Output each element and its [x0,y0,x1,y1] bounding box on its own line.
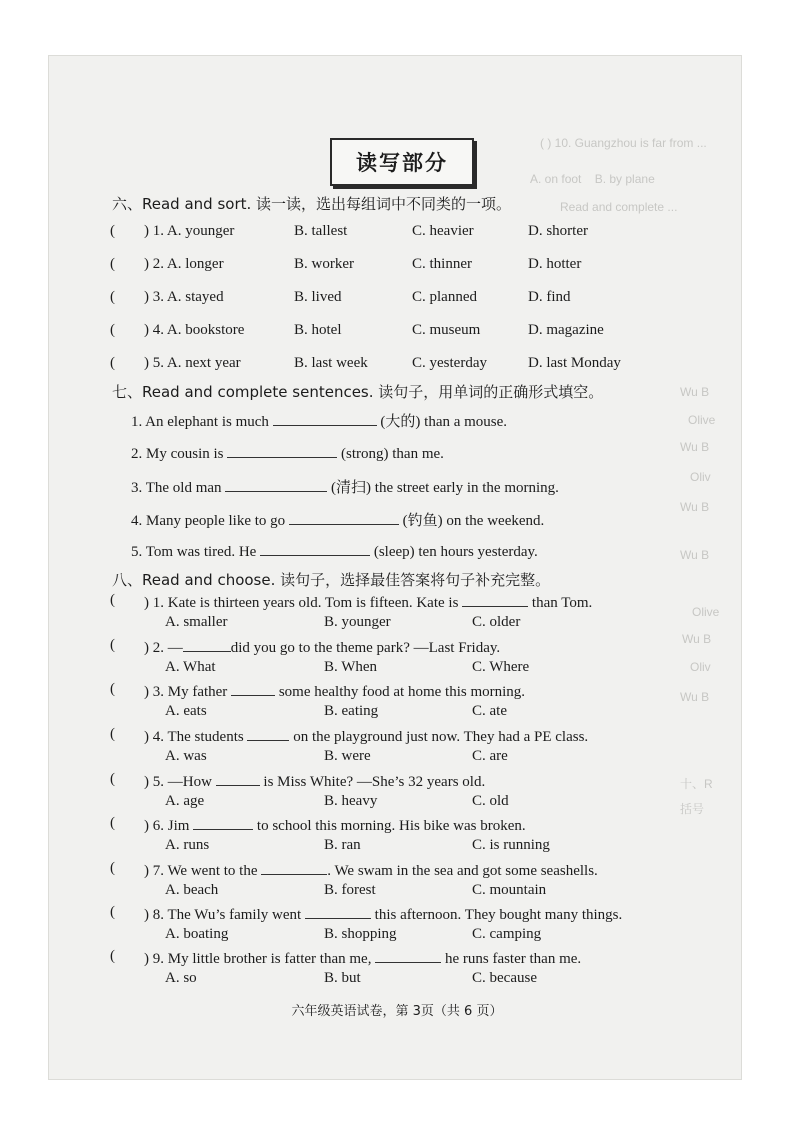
question-text [144,592,592,612]
section-6-heading: 六、Read and sort. 读一读，选出每组词中不同类的一项。 [112,195,512,213]
option-a[interactable]: A. runs [165,837,210,853]
option-b: B. tallest [294,223,348,239]
option-b[interactable]: B. but [324,970,361,986]
section-title-box: 读写部分 [330,138,474,186]
option-d: D. shorter [528,223,588,239]
answer-paren[interactable]: ( [110,771,115,787]
bleed-through-text: ( ) 10. Guangzhou is far from ... [540,136,707,150]
question-end: he runs faster than me. [444,951,582,967]
bleed-through-text: Wu B [682,632,712,646]
bleed-through-text: Wu B [680,690,710,704]
option-a[interactable]: A. What [165,659,216,675]
option-a[interactable]: A. eats [165,703,207,719]
answer-blank[interactable] [260,541,370,556]
question-stem: ) 3. A. stayed [144,289,224,305]
answer-paren[interactable]: ( [110,592,115,608]
question-stem: ) 2. A. longer [144,256,224,272]
answer-blank[interactable] [289,510,399,525]
question-end: to school this morning. His bike was broken. [256,818,526,834]
answer-paren[interactable]: ( [110,815,115,831]
option-b: B. worker [294,256,354,272]
answer-blank[interactable] [273,411,377,426]
bleed-through-text: 括号 [680,802,705,816]
option-a[interactable]: A. so [165,970,197,986]
sentence-end: (大的) than a mouse. [380,414,508,430]
question-start: ) 6. Jim [144,818,190,834]
question-start: ) 8. The Wu’s family went [144,907,302,923]
option-c: C. planned [412,289,477,305]
question-stem: ) 1. A. younger [144,223,235,239]
bleed-through-text: Wu B [680,500,710,514]
option-c[interactable]: C. are [472,748,508,764]
option-b: B. last week [294,355,368,371]
answer-blank[interactable] [216,771,260,786]
option-a[interactable]: A. boating [165,926,229,942]
bleed-through-text: A. on foot B. by plane [530,172,655,186]
sentence-start: 5. Tom was tired. He [131,544,257,560]
fill-sentence-4 [131,509,544,530]
bleed-through-text: 十、R [680,777,713,791]
question-end: is Miss White? —She’s 32 years old. [263,774,486,790]
answer-paren[interactable]: ( [110,256,115,272]
option-a[interactable]: A. beach [165,882,219,898]
question-text [144,860,598,880]
bleed-through-text: Wu B [680,548,710,562]
question-end: on the playground just now. They had a PE class. [293,729,589,745]
option-b[interactable]: B. When [324,659,378,675]
option-d: D. last Monday [528,355,621,371]
question-text [144,637,500,657]
option-c[interactable]: C. because [472,970,537,986]
option-b: B. hotel [294,322,342,338]
option-d: D. magazine [528,322,604,338]
question-text [144,815,526,835]
option-b[interactable]: B. shopping [324,926,397,942]
question-start: ) 7. We went to the [144,863,258,879]
question-end: this afternoon. They bought many things. [374,907,623,923]
option-b[interactable]: B. were [324,748,371,764]
section-8-heading: 八、Read and choose. 读句子，选择最佳答案将句子补充完整。 [112,571,551,589]
option-a[interactable]: A. age [165,793,205,809]
option-b[interactable]: B. heavy [324,793,378,809]
sentence-start: 3. The old man [131,480,222,496]
fill-sentence-3 [131,476,559,497]
option-d: D. hotter [528,256,582,272]
bleed-through-text: Olive [688,413,716,427]
option-c[interactable]: C. Where [472,659,530,675]
question-text [144,726,588,746]
question-start: ) 1. Kate is thirteen years old. Tom is fifteen. Kate is [144,595,459,611]
fill-sentence-2 [131,443,444,463]
question-stem: ) 4. A. bookstore [144,322,245,338]
answer-blank[interactable] [183,637,231,652]
answer-blank[interactable] [261,860,327,875]
answer-blank[interactable] [247,726,289,741]
fill-sentence-1 [131,410,507,431]
bleed-through-text: Wu B [680,440,710,454]
option-b[interactable]: B. forest [324,882,376,898]
question-start: ) 9. My little brother is fatter than me, [144,951,372,967]
option-c[interactable]: C. is running [472,837,550,853]
answer-paren[interactable]: ( [110,355,115,371]
question-start: ) 3. My father [144,684,228,700]
section-7-heading: 七、Read and complete sentences. 读句子，用单词的正确形式填空。 [112,383,604,401]
sentence-end: (清扫) the street early in the morning. [331,480,559,496]
question-text [144,948,581,968]
question-end: than Tom. [531,595,593,611]
page-footer: 六年级英语试卷，第 3页（共 6 页） [291,1004,503,1019]
option-c[interactable]: C. camping [472,926,542,942]
question-text [144,904,622,924]
option-b[interactable]: B. ran [324,837,361,853]
answer-blank[interactable] [305,904,371,919]
answer-paren[interactable]: ( [110,289,115,305]
sentence-start: 4. Many people like to go [131,513,286,529]
answer-blank[interactable] [227,443,337,458]
answer-paren[interactable]: ( [110,637,115,653]
option-c: C. museum [412,322,481,338]
question-end: did you go to the theme park? —Last Friday. [230,640,501,656]
bleed-through-text: Read and complete ... [560,200,678,214]
answer-paren[interactable]: ( [110,223,115,239]
bleed-through-text: Olive [692,605,720,619]
sentence-end: (钓鱼) on the weekend. [402,513,545,529]
sentence-start: 1. An elephant is much [131,414,269,430]
option-d: D. find [528,289,571,305]
option-c: C. heavier [412,223,474,239]
question-end: some healthy food at home this morning. [278,684,526,700]
answer-paren[interactable]: ( [110,948,115,964]
sentence-end: (sleep) ten hours yesterday. [373,544,538,560]
option-a[interactable]: A. was [165,748,207,764]
option-c: C. thinner [412,256,472,272]
sentence-end: (strong) than me. [341,446,444,462]
question-text [144,771,485,791]
bleed-through-text: Oliv [690,470,711,484]
answer-paren[interactable]: ( [110,322,115,338]
option-c[interactable]: C. older [472,614,521,630]
answer-blank[interactable] [375,948,441,963]
option-c[interactable]: C. mountain [472,882,547,898]
answer-blank[interactable] [462,592,528,607]
option-c[interactable]: C. old [472,793,509,809]
answer-blank[interactable] [225,477,327,492]
option-a[interactable]: A. smaller [165,614,228,630]
question-start: ) 4. The students [144,729,244,745]
question-end: . We swam in the sea and got some seashells. [327,863,598,879]
option-c[interactable]: C. ate [472,703,507,719]
question-stem: ) 5. A. next year [144,355,241,371]
question-text [144,681,525,701]
option-b: B. lived [294,289,342,305]
question-start: ) 2. — [144,640,183,656]
sentence-start: 2. My cousin is [131,446,224,462]
question-start: ) 5. —How [144,774,212,790]
answer-blank[interactable] [231,681,275,696]
answer-paren[interactable]: ( [110,860,115,876]
bleed-through-text: Oliv [690,660,711,674]
fill-sentence-5 [131,541,538,561]
bleed-through-text: Wu B [680,385,710,399]
answer-paren[interactable]: ( [110,681,115,697]
answer-paren[interactable]: ( [110,904,115,920]
option-c: C. yesterday [412,355,487,371]
answer-paren[interactable]: ( [110,726,115,742]
option-b[interactable]: B. eating [324,703,379,719]
answer-blank[interactable] [193,815,253,830]
option-b[interactable]: B. younger [324,614,391,630]
